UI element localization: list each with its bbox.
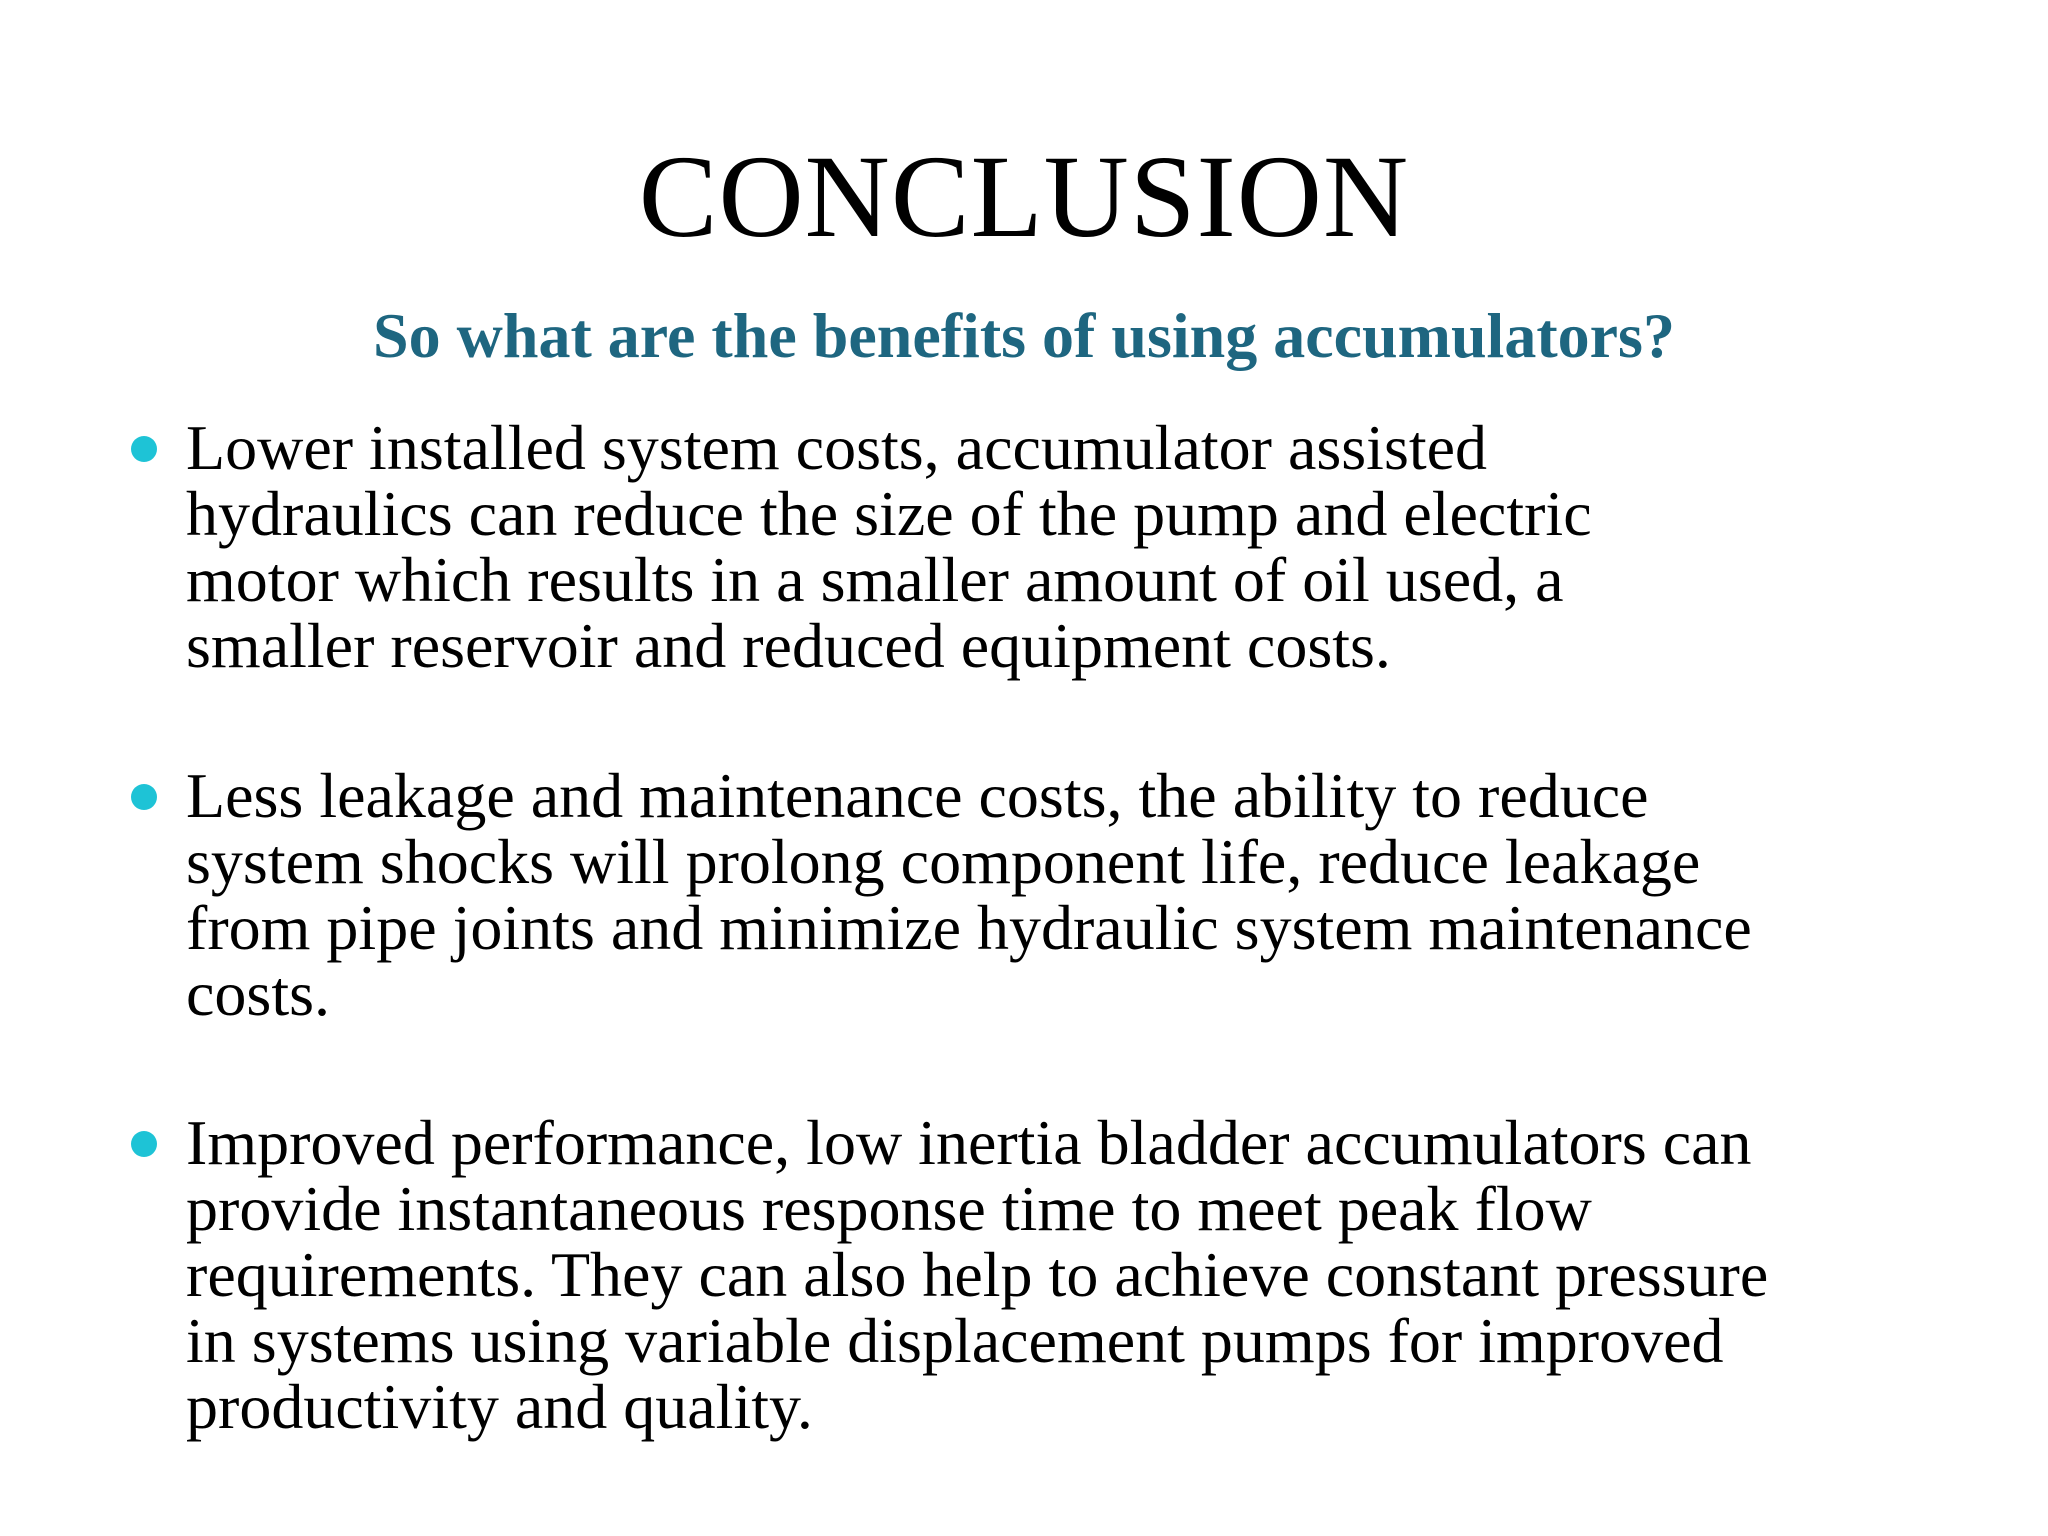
bullet-item-3 (186, 1107, 1926, 1442)
slide-subtitle: So what are the benefits of using accumulators? (373, 300, 1675, 371)
bullet-line: requirements. They can also help to achieve constant pressure (186, 1239, 1769, 1310)
bullet-line: motor which results in a smaller amount of oil used, a (186, 544, 1564, 615)
bullet-item-1 (186, 412, 1926, 681)
bullet-dot-icon (131, 436, 157, 462)
bullet-line: system shocks will prolong component life, reduce leakage (186, 826, 1701, 897)
bullet-line: Less leakage and maintenance costs, the ability to reduce (186, 760, 1649, 831)
bullet-dot-icon (131, 784, 157, 810)
bullet-line: Improved performance, low inertia bladder accumulators can (186, 1107, 1752, 1178)
bullet-line: smaller reservoir and reduced equipment costs. (186, 610, 1391, 681)
bullet-line: costs. (186, 958, 330, 1029)
bullet-line: productivity and quality. (186, 1371, 813, 1442)
bullet-dot-icon (131, 1131, 157, 1157)
bullet-line: from pipe joints and minimize hydraulic system maintenance (186, 892, 1752, 963)
bullet-line: provide instantaneous response time to meet peak flow (186, 1173, 1592, 1244)
slide-title: CONCLUSION (638, 131, 1410, 262)
bullet-line: in systems using variable displacement pumps for improved (186, 1305, 1724, 1376)
bullet-line: hydraulics can reduce the size of the pump and electric (186, 478, 1592, 549)
bullet-item-2 (186, 760, 1926, 1029)
bullet-line: Lower installed system costs, accumulator assisted (186, 412, 1488, 483)
